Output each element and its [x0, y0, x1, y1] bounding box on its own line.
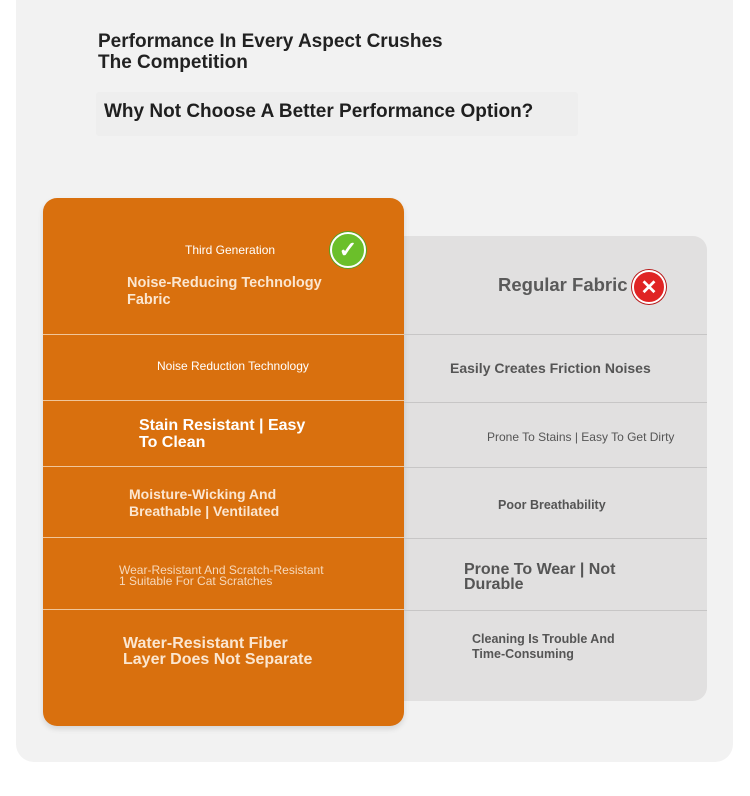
- left-row-text: Wear-Resistant And Scratch-Resistant 1 Suitable For Cat Scratches: [119, 563, 324, 588]
- page-headline: Performance In Every Aspect Crushes The Competition: [98, 31, 443, 73]
- row-divider: [404, 610, 707, 611]
- right-row-text: Prone To Stains | Easy To Get Dirty: [487, 430, 675, 444]
- right-row-text: Poor Breathability: [498, 498, 606, 512]
- row-divider: [404, 334, 707, 335]
- left-row-text: Water-Resistant Fiber Layer Does Not Separate: [123, 635, 313, 668]
- cross-icon: ✕: [632, 270, 666, 304]
- row-divider: [404, 467, 707, 468]
- left-header-generation: Third Generation: [185, 243, 276, 257]
- row-divider: [43, 609, 404, 610]
- page-subheadline: Why Not Choose A Better Performance Option?: [96, 92, 578, 136]
- row-divider: [43, 537, 404, 538]
- left-header-title: Noise-Reducing Technology Fabric: [127, 275, 322, 308]
- right-header-title: Regular Fabric: [498, 274, 628, 295]
- right-row-text: Cleaning Is Trouble And Time-Consuming: [472, 632, 615, 661]
- left-row-text: Moisture-Wicking And Breathable | Ventilated: [129, 486, 280, 519]
- check-icon: ✓: [330, 232, 366, 268]
- left-row-text: Noise Reduction Technology: [157, 359, 309, 373]
- row-divider: [43, 334, 404, 335]
- row-divider: [404, 402, 707, 403]
- row-divider: [404, 538, 707, 539]
- left-row-text: Stain Resistant | Easy To Clean: [139, 417, 306, 451]
- right-row-text: Easily Creates Friction Noises: [450, 360, 651, 376]
- right-row-text: Prone To Wear | Not Durable: [464, 561, 616, 593]
- row-divider: [43, 400, 404, 401]
- row-divider: [43, 466, 404, 467]
